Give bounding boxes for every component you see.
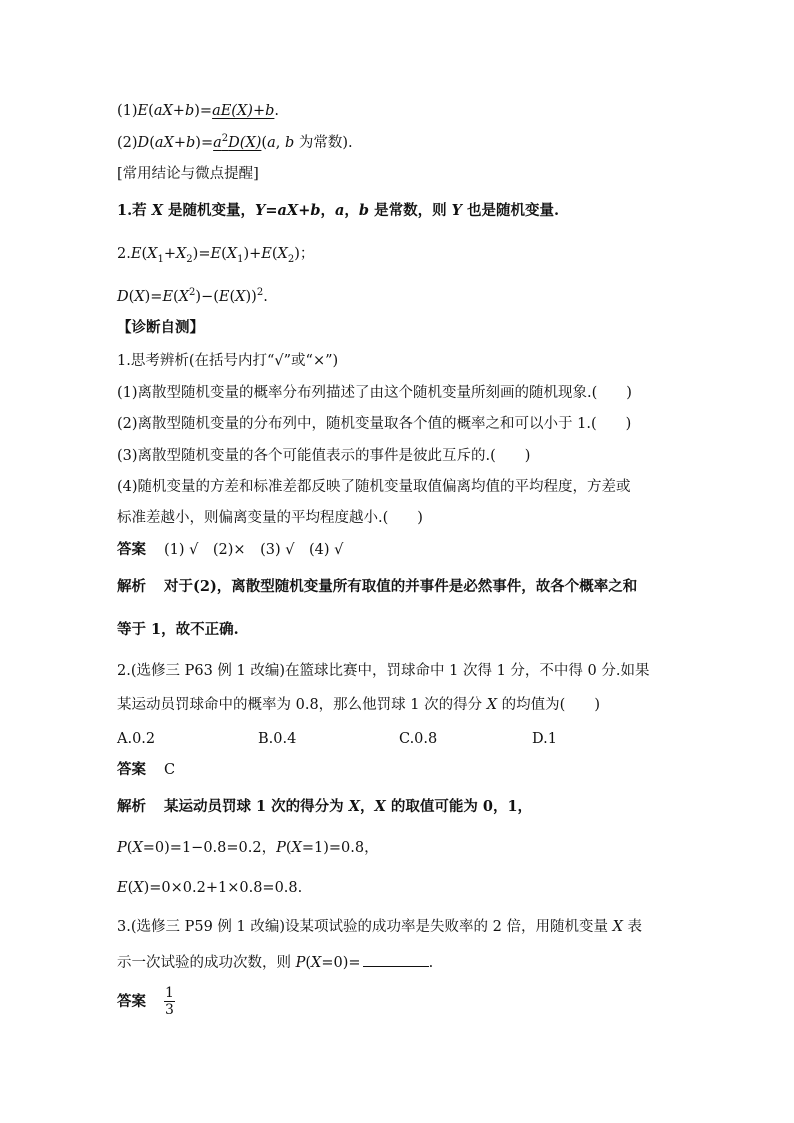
symbol: D xyxy=(137,135,150,151)
symbol: E xyxy=(210,246,222,262)
symbol: a xyxy=(334,202,345,219)
section-heading-common: [常用结论与微点提醒] xyxy=(117,166,259,182)
conclusion-1 xyxy=(117,201,559,221)
answer-fraction xyxy=(164,985,175,1018)
symbol: E xyxy=(130,246,142,262)
q3-answer xyxy=(117,985,175,1018)
q2-options xyxy=(117,729,677,749)
exponent: 2 xyxy=(189,287,196,299)
symbol: b xyxy=(310,202,321,219)
symbol: )； xyxy=(294,246,315,262)
symbol: X xyxy=(134,289,145,305)
subscript: 2 xyxy=(186,253,193,265)
subscript: 1 xyxy=(157,253,164,265)
formula-variance-linear xyxy=(117,133,353,153)
text: 也是随机变量. xyxy=(462,202,560,219)
conclusion-2 xyxy=(117,244,314,264)
symbol: P xyxy=(276,840,286,856)
symbol: )) xyxy=(245,289,257,305)
symbol: ( xyxy=(305,955,312,971)
text: 某运动员罚球命中的概率为 0.8，那么他罚球 1 次的得分 xyxy=(117,697,487,713)
symbol: E xyxy=(117,880,128,896)
text: 是常数，则 xyxy=(369,202,452,219)
symbol: )−( xyxy=(195,289,219,305)
text: 的均值为( ) xyxy=(497,697,600,713)
answer-label: 答案 xyxy=(117,992,146,1010)
symbol: ( xyxy=(271,246,278,262)
symbol: X xyxy=(277,246,288,262)
symbol: =0)= xyxy=(321,955,361,971)
symbol: a xyxy=(213,135,222,151)
symbol: X xyxy=(132,840,143,856)
option-a[interactable]: A.0.2 xyxy=(117,731,156,747)
text: ， xyxy=(360,798,375,815)
q2-analysis xyxy=(117,797,532,817)
text: )=0×0.2+1×0.8=0.8. xyxy=(143,880,303,896)
formula-number: (1) xyxy=(117,103,138,119)
formula-number: (2) xyxy=(117,135,138,151)
symbol: ( xyxy=(149,135,155,151)
symbol: a xyxy=(267,135,276,151)
option-b[interactable]: B.0.4 xyxy=(258,731,297,747)
q1-item-1: (1)离散型随机变量的概率分布列描述了由这个随机变量所刻画的随机现象.( ) xyxy=(117,385,632,401)
subscript: 2 xyxy=(287,253,295,265)
symbol: E xyxy=(261,246,272,262)
symbol: aX xyxy=(277,202,299,219)
symbol: b xyxy=(186,135,196,151)
symbol: X xyxy=(178,289,190,305)
symbol: ( xyxy=(221,246,227,262)
analysis-text: 对于(2)，离散型随机变量所有取值的并事件是必然事件，故各个概率之和 xyxy=(164,578,638,595)
text: 某运动员罚球 1 次的得分为 xyxy=(164,798,349,815)
symbol: )= xyxy=(192,246,211,262)
symbol: ( xyxy=(173,289,179,305)
text: ， xyxy=(344,202,359,219)
text: 2. xyxy=(117,246,131,262)
symbol: E xyxy=(137,103,149,119)
underlined-answer xyxy=(213,135,261,151)
symbol: + xyxy=(163,246,176,262)
symbol: P xyxy=(117,840,127,856)
q1-analysis-cont: 等于 1，故不正确. xyxy=(117,621,239,638)
text: 的取值可能为 0，1， xyxy=(385,798,533,815)
q1-title: 1.思考辨析(在括号内打“√”或“×”) xyxy=(117,353,339,369)
symbol: ( xyxy=(128,289,135,305)
symbol: D xyxy=(117,289,129,305)
analysis-label: 解析 xyxy=(117,578,146,595)
symbol: . xyxy=(428,955,434,971)
symbol: , xyxy=(275,135,285,151)
symbol: X xyxy=(348,798,360,815)
answer-value: (1) √ (2)× (3) √ (4) √ xyxy=(164,542,344,558)
symbol: = xyxy=(199,103,213,119)
formula-expectation-linear xyxy=(117,101,279,121)
symbol: E xyxy=(162,289,174,305)
q1-analysis xyxy=(117,577,637,597)
text: =0)=1−0.8=0.2， xyxy=(142,840,277,856)
symbol: X xyxy=(163,135,174,151)
symbol: ( xyxy=(127,880,134,896)
symbol: )= xyxy=(144,289,163,305)
conclusion-3 xyxy=(117,287,268,307)
section-heading-diagnostic: 【诊断自测】 xyxy=(117,319,204,336)
symbol: Y xyxy=(451,202,462,219)
symbol: D(X) xyxy=(228,135,262,151)
q1-item-4: (4)随机变量的方差和标准差都反映了随机变量取值偏离均值的平均程度，方差或 xyxy=(117,479,631,495)
symbol: b xyxy=(184,103,195,119)
q2-stem-2 xyxy=(117,695,600,715)
symbol: b xyxy=(358,202,370,219)
underlined-answer: aE(X)+b xyxy=(212,103,275,119)
symbol: X xyxy=(235,289,246,305)
answer-value: C xyxy=(164,762,176,778)
symbol: ( xyxy=(148,103,154,119)
symbol: Y xyxy=(255,202,266,219)
symbol: ( xyxy=(285,840,292,856)
text: 3.(选修三 P59 例 1 改编)设某项试验的成功率是失败率的 2 倍，用随机变量 xyxy=(117,919,613,935)
exponent: 2 xyxy=(221,133,229,145)
q1-answer xyxy=(117,540,343,560)
text: =1)=0.8， xyxy=(301,840,379,856)
symbol: ( xyxy=(229,289,236,305)
q2-calc-1 xyxy=(117,838,379,858)
text: 是随机变量， xyxy=(162,202,256,219)
symbol: a xyxy=(154,135,164,151)
symbol: + xyxy=(173,135,186,151)
symbol: E xyxy=(218,289,230,305)
text: 示一次试验的成功次数，则 xyxy=(117,955,296,971)
q2-calc-2 xyxy=(117,878,302,898)
q3-stem-1 xyxy=(117,917,642,937)
symbol: X xyxy=(311,955,322,971)
symbol: X xyxy=(162,103,173,119)
q1-item-4-cont: 标准差越小，则偏离变量的平均程度越小.( ) xyxy=(117,510,423,526)
symbol: = xyxy=(265,202,278,219)
symbol: ( xyxy=(261,135,268,151)
answer-label: 答案 xyxy=(117,541,146,558)
symbol: X xyxy=(151,202,163,219)
symbol: X xyxy=(175,246,187,262)
subscript: 1 xyxy=(237,253,244,265)
option-d[interactable]: D.1 xyxy=(532,731,557,747)
answer-blank[interactable] xyxy=(363,952,429,967)
text: 表 xyxy=(622,919,643,935)
exponent: 2 xyxy=(256,287,264,299)
option-c[interactable]: C.0.8 xyxy=(399,731,438,747)
symbol: ) xyxy=(195,135,201,151)
q2-answer xyxy=(117,760,175,780)
q1-item-3: (3)离散型随机变量的各个可能值表示的事件是彼此互斥的.( ) xyxy=(117,448,531,464)
symbol: ( xyxy=(126,840,133,856)
symbol: a xyxy=(153,103,163,119)
q1-item-2: (2)离散型随机变量的分布列中，随机变量取各个值的概率之和可以小于 1.( ) xyxy=(117,416,632,432)
symbol: P xyxy=(295,955,306,971)
symbol: = xyxy=(200,135,214,151)
text: 1.若 xyxy=(117,202,152,219)
q2-stem-1: 2.(选修三 P63 例 1 改编)在篮球比赛中，罚球命中 1 次得 1 分，不中得 0 分.如果 xyxy=(117,663,650,679)
symbol: X xyxy=(486,697,498,713)
symbol: X xyxy=(147,246,158,262)
symbol: X xyxy=(374,798,386,815)
symbol: X xyxy=(612,919,623,935)
symbol: + xyxy=(298,202,311,219)
symbol: + xyxy=(172,103,185,119)
symbol: X xyxy=(291,840,302,856)
q3-stem-2 xyxy=(117,952,433,973)
symbol: X xyxy=(133,880,144,896)
symbol: )+ xyxy=(243,246,262,262)
fraction-denominator: 3 xyxy=(165,1002,174,1018)
fraction-numerator: 1 xyxy=(165,985,174,1001)
symbol: b xyxy=(284,135,295,151)
symbol: . xyxy=(274,103,279,119)
text: 为常数). xyxy=(294,135,353,151)
answer-label: 答案 xyxy=(117,761,146,778)
symbol: ) xyxy=(194,103,200,119)
symbol: ( xyxy=(141,246,148,262)
analysis-label: 解析 xyxy=(117,798,146,815)
symbol: . xyxy=(263,289,268,305)
symbol: X xyxy=(226,246,238,262)
text: ， xyxy=(320,202,335,219)
